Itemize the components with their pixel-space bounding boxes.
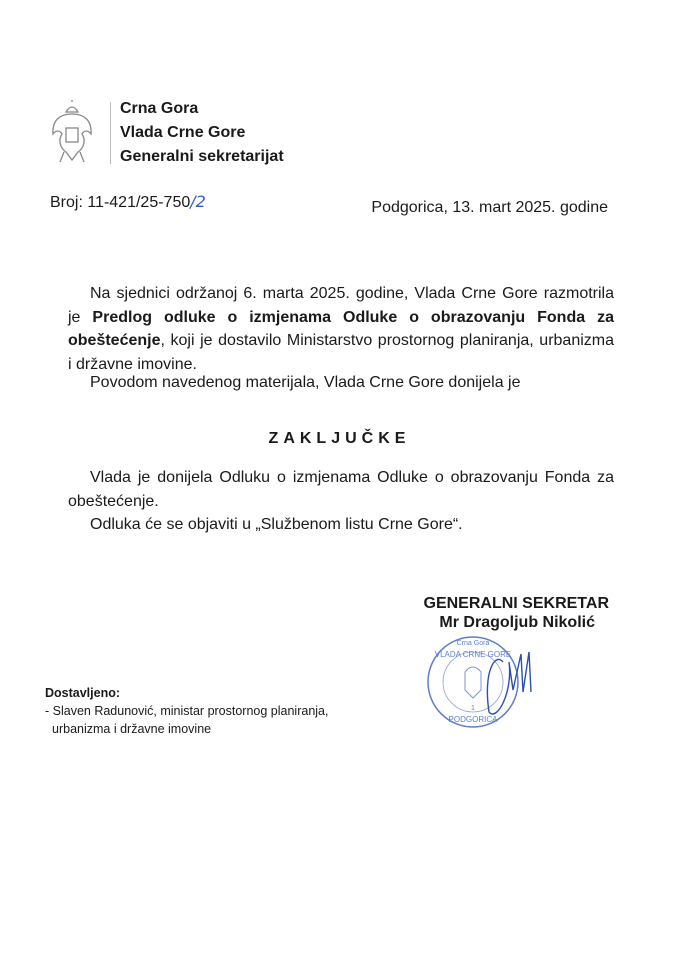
header-department: Generalni sekretarijat xyxy=(120,148,284,165)
place-date: Podgorica, 13. mart 2025. godine xyxy=(371,199,608,216)
delivered-item-cont: urbanizma i državne imovine xyxy=(52,722,212,736)
delivered-block xyxy=(45,684,328,738)
paragraph-intro xyxy=(68,282,614,376)
stamp-top-text: Crna Gora xyxy=(456,640,490,647)
paragraph-decision: Povodom navedenog materijala, Vlada Crne Gore donijela je xyxy=(90,374,521,391)
coat-of-arms-icon xyxy=(50,100,94,166)
header-country: Crna Gora xyxy=(120,100,199,117)
signatory-name: Mr Dragoljub Nikolić xyxy=(439,614,595,631)
conclusion-1: Vlada je donijela Odluku o izmjenama Odluke o obrazovanju Fonda za obeštećenje. xyxy=(68,469,614,510)
intro-text: Na sjednici održanoj 6. marta 2025. godine, Vlada Crne Gore razmotrila je xyxy=(68,285,614,326)
official-stamp xyxy=(425,632,565,732)
signatory-title: GENERALNI SEKRETAR xyxy=(423,595,609,612)
stamp-ring-text: VLADA CRNE GORE xyxy=(434,650,512,659)
delivered-label: Dostavljeno: xyxy=(45,686,121,700)
stamp-city: PODGORICA xyxy=(448,715,498,724)
header-divider xyxy=(110,102,111,164)
reference-number xyxy=(50,192,206,212)
handwritten-signature xyxy=(487,652,531,714)
handwritten-suffix: /2 xyxy=(190,192,206,211)
intro-text-end: , koji je dostavilo Ministarstvo prostornog planiranja, urbanizma i državne imovine. xyxy=(68,332,614,373)
reference-label: Broj: 11-421/25-750 xyxy=(50,194,191,211)
stamp-number: 1 xyxy=(471,705,475,712)
conclusion-2: Odluka će se objaviti u „Službenom listu Crne Gore“. xyxy=(90,516,463,533)
delivered-item: - Slaven Radunović, ministar prostornog planiranja, xyxy=(45,704,329,718)
intro-bold-title: Predlog odluke o izmjenama Odluke o obrazovanju Fonda za obeštećenje xyxy=(68,308,614,349)
conclusions-heading: ZAKLJUČKE xyxy=(268,430,411,447)
signature-block xyxy=(349,594,609,632)
header-government: Vlada Crne Gore xyxy=(120,124,246,141)
